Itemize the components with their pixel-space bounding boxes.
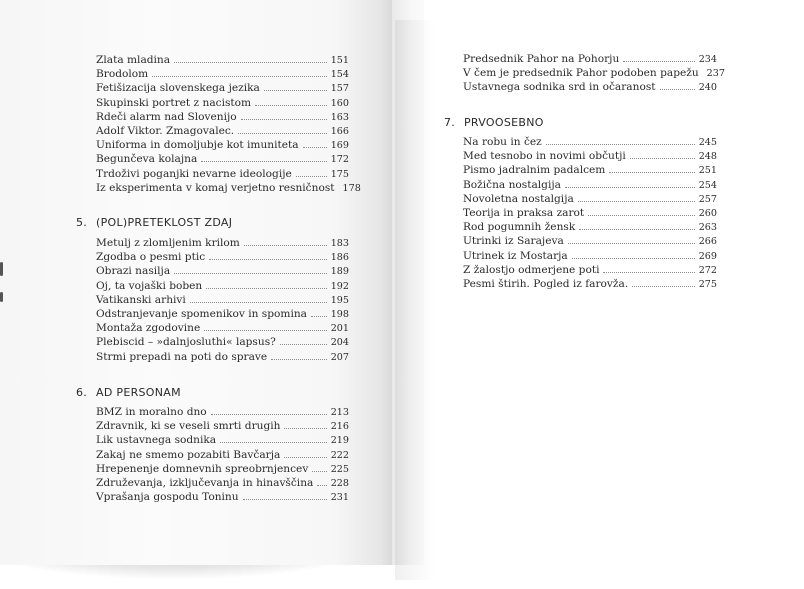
- toc-entry-page-number: 151: [330, 55, 349, 66]
- toc-entry-title: Lik ustavnega sodnika: [96, 434, 217, 447]
- toc-entry-title: Iz eksperimenta v komaj verjetno resničnost: [96, 181, 335, 194]
- toc-entry: [463, 220, 717, 234]
- dot-leader: [284, 428, 326, 429]
- toc-entry-title: Utrinki iz Sarajeva: [463, 235, 564, 248]
- dot-leader: [312, 471, 326, 472]
- toc-entry-title: Zlata mladina: [96, 54, 171, 66]
- toc-entry: [96, 462, 349, 476]
- section-heading-7: [444, 116, 544, 129]
- toc-entry: [96, 279, 349, 293]
- toc-entry: [463, 249, 717, 263]
- toc-entry: [463, 277, 717, 291]
- toc-entry-page-number: 178: [342, 182, 361, 194]
- toc-entry-title: Skupinski portret z nacistom: [96, 96, 252, 109]
- toc-entry: [463, 163, 717, 177]
- dot-leader: [603, 272, 694, 273]
- section-number: 5.: [76, 216, 88, 229]
- toc-entry-page-number: 266: [698, 236, 717, 248]
- toc-entry-page-number: 237: [706, 68, 725, 80]
- toc-entry-page-number: 225: [330, 463, 349, 475]
- toc-entry-page-number: 192: [330, 280, 349, 292]
- toc-entry-page-number: 157: [330, 83, 349, 95]
- toc-entry-page-number: 189: [330, 266, 349, 278]
- dot-leader: [296, 176, 327, 177]
- dot-leader: [255, 105, 327, 106]
- toc-entry-title: Obrazi nasilja: [96, 265, 171, 278]
- dot-leader: [271, 359, 327, 360]
- dot-leader: [174, 273, 327, 274]
- toc-entry-title: Strmi prepadi na poti do sprave: [96, 350, 268, 363]
- toc-entry-title: Božična nostalgija: [463, 178, 561, 191]
- toc-entry-title: Utrinek iz Mostarja: [463, 249, 568, 262]
- dot-leader: [572, 258, 695, 259]
- toc-entry-title: Uniforma in domoljubje kot imuniteta: [96, 139, 299, 152]
- dot-leader: [609, 172, 694, 173]
- toc-entry-page-number: 166: [330, 125, 349, 137]
- toc-entry-title: Ustavnega sodnika srd in očaranost: [463, 81, 656, 94]
- toc-entry-title: Fetišizacija slovenskega jezika: [96, 82, 260, 95]
- toc-entry: [463, 263, 717, 277]
- dot-leader: [578, 201, 695, 202]
- toc-entry: [96, 264, 349, 278]
- toc-entry-title: Adolf Viktor. Zmagovalec.: [96, 124, 235, 137]
- section-number: 6.: [76, 386, 88, 399]
- dot-leader: [244, 245, 327, 246]
- toc-entry-page-number: 272: [698, 264, 717, 276]
- toc-entry: [96, 350, 349, 364]
- toc-entry-page-number: 275: [698, 278, 717, 290]
- toc-entry: [96, 476, 349, 490]
- toc-entry-title: Predsednik Pahor na Pohorju: [463, 53, 620, 65]
- toc-entry-page-number: 207: [330, 351, 349, 363]
- section-title: AD PERSONAM: [96, 386, 181, 399]
- toc-entry-title: Teorija in praksa zarot: [463, 206, 585, 219]
- dot-leader: [238, 133, 327, 134]
- toc-entry-page-number: 263: [698, 222, 717, 234]
- toc-entry-page-number: 269: [698, 250, 717, 262]
- toc-entry: [463, 66, 725, 80]
- toc-entry-page-number: 231: [330, 492, 349, 504]
- toc-entry-page-number: 175: [330, 168, 349, 180]
- toc-entry: [96, 167, 349, 181]
- dot-leader: [630, 158, 695, 159]
- dot-leader: [632, 286, 695, 287]
- toc-entry-title: Vprašanja gospodu Toninu: [96, 491, 239, 504]
- dot-leader: [303, 147, 327, 148]
- toc-entry-title: Trdoživi poganjki nevarne ideologije: [96, 167, 292, 180]
- dot-leader: [284, 457, 326, 458]
- section-number: 7.: [444, 116, 456, 129]
- toc-entry-title: Zgodba o pesmi ptic: [96, 251, 206, 264]
- toc-entry: [96, 335, 349, 349]
- toc-entry-title: Begunčeva kolajna: [96, 153, 198, 166]
- toc-entry-title: Pesmi štirih. Pogled iz farovža.: [463, 277, 629, 290]
- page-edge-mark: [0, 292, 3, 302]
- toc-entry-title: Na robu in čez: [463, 136, 542, 148]
- dot-leader: [264, 90, 327, 91]
- toc-block-right-top: [463, 52, 725, 95]
- dot-leader: [241, 119, 327, 120]
- toc-entry-title: Pismo jadralnim padalcem: [463, 164, 606, 177]
- toc-entry-title: Rdeči alarm nad Slovenijo: [96, 110, 237, 123]
- toc-entry-title: Plebiscid – »dalnjosluthi« lapsus?: [96, 336, 276, 349]
- toc-entry-title: Rod pogumnih žensk: [463, 221, 576, 234]
- toc-entry-title: Odstranjevanje spomenikov in spomina: [96, 307, 307, 320]
- toc-entry-title: Vatikanski arhivi: [96, 293, 186, 306]
- toc-entry: [96, 236, 349, 250]
- dot-leader: [190, 302, 327, 303]
- toc-entry: [463, 206, 717, 220]
- toc-entry-title: Med tesnobo in novimi občutji: [463, 150, 626, 163]
- toc-entry: [96, 419, 349, 433]
- toc-entry-page-number: 204: [330, 337, 349, 349]
- toc-entry: [96, 448, 349, 462]
- toc-entry: [463, 234, 717, 248]
- toc-entry: [96, 433, 349, 447]
- toc-entry: [96, 490, 349, 504]
- toc-entry: [463, 135, 717, 149]
- dot-leader: [623, 61, 694, 62]
- toc-entry-page-number: 254: [698, 179, 717, 191]
- dot-leader: [311, 316, 327, 317]
- section-heading-6: [76, 386, 181, 399]
- toc-entry-title: BMZ in moralno dno: [96, 406, 207, 418]
- toc-entry-title: Z žalostjo odmerjene poti: [463, 263, 600, 276]
- toc-entry-page-number: 183: [330, 238, 349, 249]
- toc-entry-page-number: 234: [698, 54, 717, 65]
- toc-entry-page-number: 163: [330, 111, 349, 123]
- toc-entry: [96, 321, 349, 335]
- toc-entry-title: Brodolom: [96, 68, 149, 81]
- dot-leader: [243, 499, 327, 500]
- toc-section-6-list: [96, 405, 349, 504]
- gutter-shadow: [395, 20, 435, 580]
- toc-entry-title: Metulj z zlomljenim krilom: [96, 237, 240, 249]
- toc-entry: [463, 52, 717, 66]
- toc-entry-title: Novoletna nostalgija: [463, 192, 574, 205]
- toc-entry-page-number: 186: [330, 252, 349, 264]
- toc-entry: [96, 307, 349, 321]
- toc-entry: [96, 181, 361, 195]
- toc-entry: [463, 178, 717, 192]
- toc-entry-page-number: 251: [698, 165, 717, 177]
- dot-leader: [546, 144, 695, 145]
- toc-entry: [463, 80, 717, 94]
- toc-entry-page-number: 201: [330, 323, 349, 335]
- toc-entry-page-number: 260: [698, 207, 717, 219]
- toc-entry-title: Zdravnik, ki se veseli smrti drugih: [96, 420, 281, 433]
- toc-entry-page-number: 198: [330, 308, 349, 320]
- section-title: (POL)PRETEKLOST ZDAJ: [96, 216, 233, 229]
- toc-entry-title: Združevanja, izključevanja in hinavščina: [96, 476, 314, 489]
- toc-section-7-list: [463, 135, 717, 291]
- toc-entry: [96, 293, 349, 307]
- toc-entry-page-number: 240: [698, 82, 717, 94]
- dot-leader: [565, 187, 695, 188]
- toc-entry-page-number: 222: [330, 449, 349, 461]
- toc-entry-page-number: 216: [330, 421, 349, 433]
- toc-entry-page-number: 213: [330, 407, 349, 418]
- toc-entry: [96, 138, 349, 152]
- toc-block-left-top: [96, 53, 361, 195]
- dot-leader: [317, 485, 326, 486]
- dot-leader: [209, 259, 327, 260]
- toc-entry: [463, 192, 717, 206]
- toc-section-5-list: [96, 236, 349, 364]
- dot-leader: [588, 215, 695, 216]
- toc-entry-page-number: 257: [698, 193, 717, 205]
- toc-entry-page-number: 195: [330, 294, 349, 306]
- toc-entry: [96, 110, 349, 124]
- toc-entry-page-number: 219: [330, 435, 349, 447]
- dot-leader: [211, 414, 327, 415]
- toc-entry-page-number: 160: [330, 97, 349, 109]
- dot-leader: [220, 442, 327, 443]
- toc-entry-page-number: 154: [330, 69, 349, 81]
- dot-leader: [568, 243, 695, 244]
- toc-entry: [96, 67, 349, 81]
- dot-leader: [174, 62, 327, 63]
- toc-entry-page-number: 172: [330, 154, 349, 166]
- section-heading-5: [76, 216, 232, 229]
- toc-entry-page-number: 228: [330, 477, 349, 489]
- toc-entry: [96, 405, 349, 419]
- dot-leader: [280, 344, 327, 345]
- toc-entry: [463, 149, 717, 163]
- dot-leader: [579, 229, 694, 230]
- dot-leader: [206, 288, 326, 289]
- toc-entry-page-number: 169: [330, 140, 349, 152]
- section-title: PRVOOSEBNO: [464, 116, 544, 129]
- toc-entry: [96, 124, 349, 138]
- page-edge-mark: [0, 262, 3, 276]
- toc-entry: [96, 81, 349, 95]
- toc-entry: [96, 250, 349, 264]
- toc-entry: [96, 96, 349, 110]
- toc-entry: [96, 152, 349, 166]
- toc-entry-title: Zakaj ne smemo pozabiti Bavčarja: [96, 448, 281, 461]
- dot-leader: [201, 161, 326, 162]
- dot-leader: [660, 89, 695, 90]
- toc-entry-title: Montaža zgodovine: [96, 322, 201, 335]
- toc-entry-title: Hrepenenje domnevnih spreobrnjencev: [96, 462, 309, 475]
- toc-entry: [96, 53, 349, 67]
- dot-leader: [204, 330, 326, 331]
- toc-entry-title: V čem je predsednik Pahor podoben papežu: [463, 67, 699, 80]
- toc-entry-title: Oj, ta vojaški boben: [96, 279, 203, 292]
- toc-entry-page-number: 248: [698, 151, 717, 163]
- toc-entry-page-number: 245: [698, 137, 717, 148]
- dot-leader: [152, 76, 326, 77]
